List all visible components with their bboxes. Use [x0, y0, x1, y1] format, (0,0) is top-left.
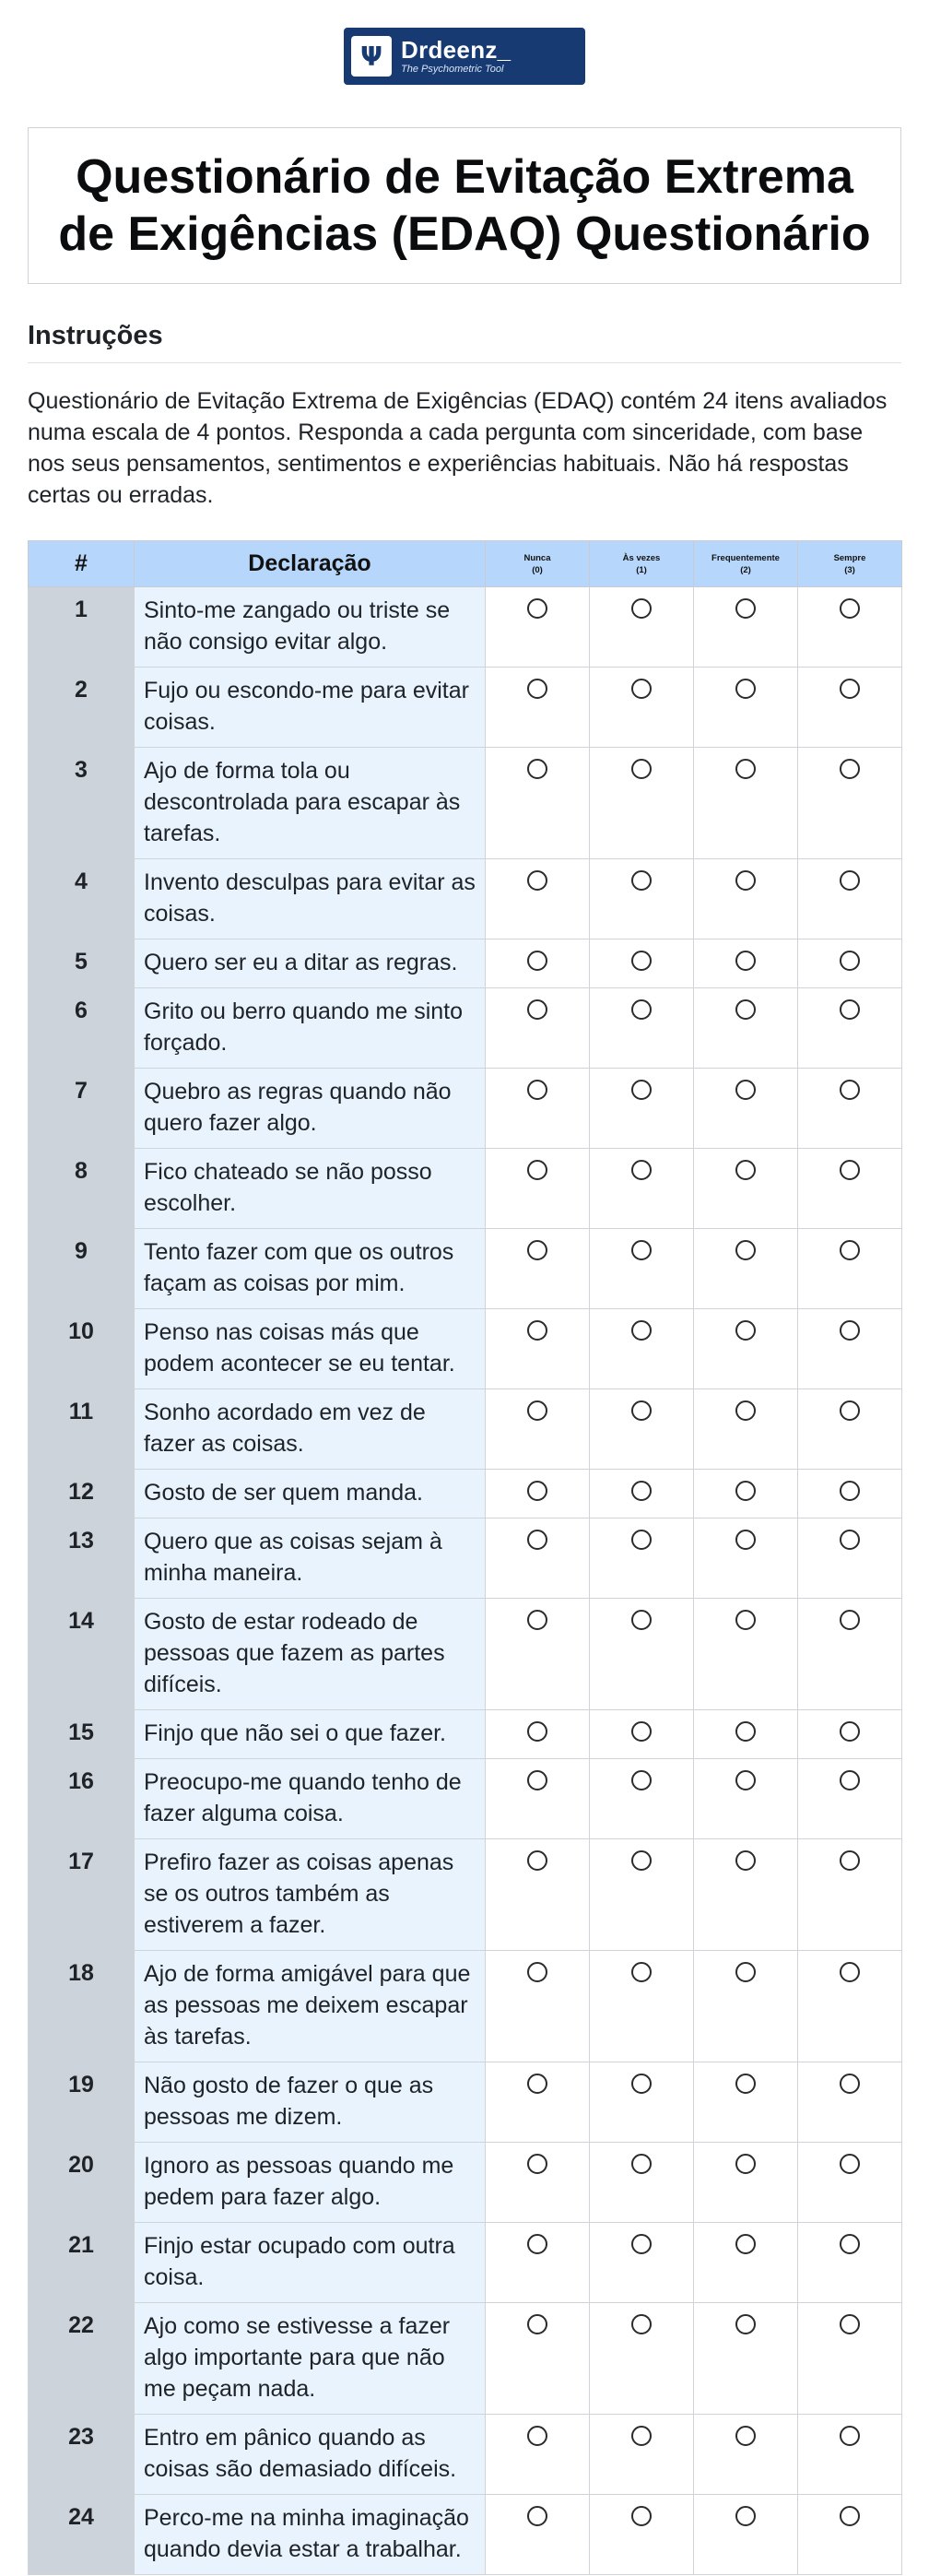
table-body — [29, 587, 902, 2575]
answer-cell — [590, 1710, 694, 1759]
radio-option-2[interactable] — [735, 1400, 756, 1421]
answer-cell — [798, 2062, 902, 2143]
radio-option-3[interactable] — [840, 1721, 860, 1742]
answer-cell — [590, 668, 694, 748]
answer-cell — [590, 2415, 694, 2495]
answer-cell — [590, 2495, 694, 2575]
answer-cell — [694, 2143, 798, 2223]
item-statement: Ignoro as pessoas quando me pedem para fazer algo. — [135, 2143, 486, 2223]
answer-cell — [590, 988, 694, 1069]
radio-option-0[interactable] — [527, 999, 547, 1020]
table-row — [29, 748, 902, 859]
radio-option-3[interactable] — [840, 2506, 860, 2526]
table-row — [29, 2223, 902, 2303]
answer-cell — [798, 2303, 902, 2415]
answer-cell — [694, 1229, 798, 1309]
radio-option-2[interactable] — [735, 1770, 756, 1790]
radio-option-3[interactable] — [840, 1610, 860, 1630]
radio-option-3[interactable] — [840, 679, 860, 699]
table-header-row — [29, 541, 902, 587]
answer-cell — [694, 748, 798, 859]
answer-cell — [694, 2303, 798, 2415]
table-row — [29, 2303, 902, 2415]
logo-area — [28, 0, 901, 90]
answer-cell — [798, 939, 902, 988]
answer-cell — [590, 2062, 694, 2143]
answer-cell — [798, 1069, 902, 1149]
item-statement: Finjo estar ocupado com outra coisa. — [135, 2223, 486, 2303]
answer-cell — [694, 1599, 798, 1710]
header-statement: Declaração — [135, 541, 486, 587]
instructions-text: Questionário de Evitação Extrema de Exigências (EDAQ) contém 24 itens avaliados numa escala de 4 pontos. Responda a cada pergunta com sinceridade, com base nos seus pensamentos, sentimentos e experiências habituais. Não há respostas certas ou erradas. — [28, 388, 888, 508]
answer-cell — [486, 1839, 590, 1951]
radio-option-0[interactable] — [527, 2074, 547, 2094]
radio-option-3[interactable] — [840, 2426, 860, 2446]
table-row — [29, 1710, 902, 1759]
answer-cell — [694, 1309, 798, 1389]
radio-option-1[interactable] — [631, 951, 652, 971]
radio-option-3[interactable] — [840, 951, 860, 971]
item-number: 18 — [29, 1951, 135, 2062]
answer-cell — [590, 1069, 694, 1149]
table-row — [29, 2495, 902, 2575]
answer-cell — [486, 939, 590, 988]
radio-option-1[interactable] — [631, 759, 652, 779]
item-number: 16 — [29, 1759, 135, 1839]
radio-option-1[interactable] — [631, 870, 652, 891]
option-label: Frequentemente — [711, 552, 780, 563]
item-number: 19 — [29, 2062, 135, 2143]
item-number: 10 — [29, 1309, 135, 1389]
answer-cell — [486, 1759, 590, 1839]
radio-option-2[interactable] — [735, 1160, 756, 1180]
radio-option-2[interactable] — [735, 1530, 756, 1550]
answer-cell — [694, 2062, 798, 2143]
option-score: (3) — [844, 564, 855, 575]
answer-cell — [694, 668, 798, 748]
radio-option-0[interactable] — [527, 759, 547, 779]
radio-option-1[interactable] — [631, 679, 652, 699]
radio-option-0[interactable] — [527, 1962, 547, 1982]
answer-cell — [486, 1309, 590, 1389]
item-number: 5 — [29, 939, 135, 988]
answer-cell — [798, 1149, 902, 1229]
radio-option-0[interactable] — [527, 1481, 547, 1501]
table-row — [29, 2415, 902, 2495]
answer-cell — [798, 1710, 902, 1759]
answer-cell — [798, 1759, 902, 1839]
answer-cell — [486, 1710, 590, 1759]
radio-option-2[interactable] — [735, 679, 756, 699]
answer-cell — [486, 1389, 590, 1470]
answer-cell — [590, 1518, 694, 1599]
answer-cell — [590, 1229, 694, 1309]
answer-cell — [486, 587, 590, 668]
table-row — [29, 1229, 902, 1309]
answer-cell — [694, 1518, 798, 1599]
radio-option-1[interactable] — [631, 598, 652, 619]
answer-cell — [694, 988, 798, 1069]
answer-cell — [590, 1149, 694, 1229]
answer-cell — [694, 1470, 798, 1518]
radio-option-3[interactable] — [840, 1080, 860, 1100]
item-statement: Gosto de estar rodeado de pessoas que fazem as partes difíceis. — [135, 1599, 486, 1710]
option-score: (2) — [740, 564, 751, 575]
radio-option-2[interactable] — [735, 951, 756, 971]
item-statement: Fujo ou escondo-me para evitar coisas. — [135, 668, 486, 748]
radio-option-3[interactable] — [840, 1962, 860, 1982]
radio-option-3[interactable] — [840, 1320, 860, 1341]
answer-cell — [798, 668, 902, 748]
answer-cell — [694, 1759, 798, 1839]
header-option-0 — [486, 541, 590, 587]
answer-cell — [798, 1599, 902, 1710]
item-number: 7 — [29, 1069, 135, 1149]
item-statement: Invento desculpas para evitar as coisas. — [135, 859, 486, 939]
radio-option-3[interactable] — [840, 2234, 860, 2254]
item-number: 9 — [29, 1229, 135, 1309]
answer-cell — [798, 587, 902, 668]
radio-option-2[interactable] — [735, 1240, 756, 1260]
radio-option-1[interactable] — [631, 1320, 652, 1341]
radio-option-2[interactable] — [735, 870, 756, 891]
radio-option-0[interactable] — [527, 2314, 547, 2334]
answer-cell — [694, 1710, 798, 1759]
answer-cell — [486, 2303, 590, 2415]
answer-cell — [694, 1149, 798, 1229]
answer-cell — [798, 988, 902, 1069]
answer-cell — [590, 1470, 694, 1518]
item-number: 17 — [29, 1839, 135, 1951]
radio-option-1[interactable] — [631, 1080, 652, 1100]
radio-option-0[interactable] — [527, 2426, 547, 2446]
answer-cell — [694, 1951, 798, 2062]
item-number: 1 — [29, 587, 135, 668]
radio-option-2[interactable] — [735, 1850, 756, 1871]
item-number: 2 — [29, 668, 135, 748]
radio-option-0[interactable] — [527, 1850, 547, 1871]
option-label: Nunca — [523, 552, 551, 563]
item-statement: Sinto-me zangado ou triste se não consigo evitar algo. — [135, 587, 486, 668]
item-statement: Gosto de ser quem manda. — [135, 1470, 486, 1518]
radio-option-0[interactable] — [527, 1240, 547, 1260]
answer-cell — [798, 748, 902, 859]
answer-cell — [798, 859, 902, 939]
table-row — [29, 2062, 902, 2143]
option-score: (1) — [636, 564, 647, 575]
item-statement: Prefiro fazer as coisas apenas se os outros também as estiverem a fazer. — [135, 1839, 486, 1951]
item-number: 12 — [29, 1470, 135, 1518]
option-label: Às vezes — [622, 552, 661, 563]
answer-cell — [694, 1069, 798, 1149]
answer-cell — [486, 2495, 590, 2575]
table-row — [29, 1389, 902, 1470]
logo-name: Drdeenz_ — [401, 36, 512, 64]
table-row — [29, 1309, 902, 1389]
item-number: 23 — [29, 2415, 135, 2495]
item-number: 13 — [29, 1518, 135, 1599]
table-row — [29, 1149, 902, 1229]
radio-option-0[interactable] — [527, 1400, 547, 1421]
item-number: 20 — [29, 2143, 135, 2223]
radio-option-1[interactable] — [631, 1530, 652, 1550]
table-row — [29, 939, 902, 988]
radio-option-1[interactable] — [631, 1850, 652, 1871]
answer-cell — [798, 1309, 902, 1389]
page-title: Questionário de Evitação Extrema de Exigências (EDAQ) Questionário — [58, 150, 871, 261]
instructions-heading: Instruções — [28, 321, 901, 363]
radio-option-3[interactable] — [840, 1400, 860, 1421]
answer-cell — [694, 2415, 798, 2495]
radio-option-0[interactable] — [527, 1320, 547, 1341]
item-statement: Sonho acordado em vez de fazer as coisas. — [135, 1389, 486, 1470]
radio-option-3[interactable] — [840, 759, 860, 779]
item-number: 15 — [29, 1710, 135, 1759]
answer-cell — [694, 1839, 798, 1951]
option-label: Sempre — [833, 552, 866, 563]
radio-option-1[interactable] — [631, 1481, 652, 1501]
item-number: 22 — [29, 2303, 135, 2415]
answer-cell — [486, 1149, 590, 1229]
radio-option-2[interactable] — [735, 2154, 756, 2174]
radio-option-2[interactable] — [735, 2426, 756, 2446]
answer-cell — [798, 2415, 902, 2495]
answer-cell — [798, 1951, 902, 2062]
answer-cell — [486, 1229, 590, 1309]
radio-option-3[interactable] — [840, 1481, 860, 1501]
radio-option-3[interactable] — [840, 598, 860, 619]
answer-cell — [486, 1069, 590, 1149]
radio-option-2[interactable] — [735, 1080, 756, 1100]
radio-option-1[interactable] — [631, 1400, 652, 1421]
item-statement: Perco-me na minha imaginação quando devia estar a trabalhar. — [135, 2495, 486, 2575]
radio-option-2[interactable] — [735, 2506, 756, 2526]
answer-cell — [486, 2143, 590, 2223]
answer-cell — [590, 1839, 694, 1951]
table-row — [29, 859, 902, 939]
radio-option-3[interactable] — [840, 1240, 860, 1260]
table-row — [29, 2143, 902, 2223]
header-option-3 — [798, 541, 902, 587]
table-row — [29, 587, 902, 668]
item-statement: Preocupo-me quando tenho de fazer alguma coisa. — [135, 1759, 486, 1839]
answer-cell — [486, 2415, 590, 2495]
answer-cell — [798, 1518, 902, 1599]
radio-option-3[interactable] — [840, 2074, 860, 2094]
item-statement: Quero que as coisas sejam à minha maneira. — [135, 1518, 486, 1599]
answer-cell — [486, 2223, 590, 2303]
radio-option-3[interactable] — [840, 1160, 860, 1180]
radio-option-2[interactable] — [735, 2074, 756, 2094]
item-statement: Quebro as regras quando não quero fazer algo. — [135, 1069, 486, 1149]
questionnaire-table — [28, 540, 902, 2575]
answer-cell — [486, 668, 590, 748]
table-row — [29, 1470, 902, 1518]
radio-option-0[interactable] — [527, 679, 547, 699]
answer-cell — [590, 939, 694, 988]
radio-option-0[interactable] — [527, 2234, 547, 2254]
radio-option-3[interactable] — [840, 1850, 860, 1871]
table-row — [29, 1759, 902, 1839]
table-row — [29, 988, 902, 1069]
radio-option-1[interactable] — [631, 2074, 652, 2094]
radio-option-3[interactable] — [840, 999, 860, 1020]
answer-cell — [486, 859, 590, 939]
item-number: 11 — [29, 1389, 135, 1470]
item-number: 21 — [29, 2223, 135, 2303]
answer-cell — [694, 587, 798, 668]
psi-logo-icon: Ψ — [351, 36, 392, 77]
radio-option-1[interactable] — [631, 1160, 652, 1180]
answer-cell — [798, 1470, 902, 1518]
answer-cell — [694, 939, 798, 988]
radio-option-1[interactable] — [631, 2426, 652, 2446]
item-statement: Grito ou berro quando me sinto forçado. — [135, 988, 486, 1069]
answer-cell — [590, 587, 694, 668]
answer-cell — [798, 2223, 902, 2303]
radio-option-0[interactable] — [527, 2154, 547, 2174]
radio-option-0[interactable] — [527, 1160, 547, 1180]
logo-text — [401, 37, 511, 76]
radio-option-0[interactable] — [527, 1080, 547, 1100]
radio-option-2[interactable] — [735, 1962, 756, 1982]
item-number: 24 — [29, 2495, 135, 2575]
radio-option-0[interactable] — [527, 1770, 547, 1790]
item-statement: Ajo como se estivesse a fazer algo importante para que não me peçam nada. — [135, 2303, 486, 2415]
title-box — [28, 127, 901, 284]
radio-option-1[interactable] — [631, 1770, 652, 1790]
item-number: 14 — [29, 1599, 135, 1710]
table-row — [29, 1518, 902, 1599]
radio-option-0[interactable] — [527, 598, 547, 619]
header-option-2 — [694, 541, 798, 587]
radio-option-1[interactable] — [631, 2234, 652, 2254]
answer-cell — [798, 1839, 902, 1951]
item-number: 8 — [29, 1149, 135, 1229]
radio-option-2[interactable] — [735, 1721, 756, 1742]
answer-cell — [486, 988, 590, 1069]
item-number: 6 — [29, 988, 135, 1069]
answer-cell — [590, 2143, 694, 2223]
answer-cell — [590, 1759, 694, 1839]
radio-option-1[interactable] — [631, 1721, 652, 1742]
answer-cell — [486, 1951, 590, 2062]
logo-tagline: The Psychometric Tool — [401, 64, 504, 75]
answer-cell — [590, 748, 694, 859]
radio-option-1[interactable] — [631, 1962, 652, 1982]
answer-cell — [486, 748, 590, 859]
item-statement: Ajo de forma tola ou descontrolada para escapar às tarefas. — [135, 748, 486, 859]
item-number: 3 — [29, 748, 135, 859]
answer-cell — [590, 1309, 694, 1389]
radio-option-2[interactable] — [735, 1610, 756, 1630]
radio-option-2[interactable] — [735, 1481, 756, 1501]
radio-option-1[interactable] — [631, 2506, 652, 2526]
radio-option-1[interactable] — [631, 1610, 652, 1630]
answer-cell — [694, 2223, 798, 2303]
option-score: (0) — [532, 564, 543, 575]
radio-option-2[interactable] — [735, 2314, 756, 2334]
answer-cell — [590, 1951, 694, 2062]
radio-option-3[interactable] — [840, 2314, 860, 2334]
radio-option-1[interactable] — [631, 2314, 652, 2334]
radio-option-1[interactable] — [631, 999, 652, 1020]
item-statement: Tento fazer com que os outros façam as coisas por mim. — [135, 1229, 486, 1309]
answer-cell — [694, 1389, 798, 1470]
answer-cell — [486, 2062, 590, 2143]
answer-cell — [694, 2495, 798, 2575]
item-statement: Penso nas coisas más que podem acontecer se eu tentar. — [135, 1309, 486, 1389]
table-row — [29, 1069, 902, 1149]
radio-option-2[interactable] — [735, 999, 756, 1020]
radio-option-3[interactable] — [840, 870, 860, 891]
radio-option-3[interactable] — [840, 1530, 860, 1550]
answer-cell — [590, 1599, 694, 1710]
answer-cell — [590, 2303, 694, 2415]
radio-option-0[interactable] — [527, 1610, 547, 1630]
answer-cell — [798, 1389, 902, 1470]
answer-cell — [798, 2495, 902, 2575]
item-number: 4 — [29, 859, 135, 939]
radio-option-2[interactable] — [735, 759, 756, 779]
table-row — [29, 1839, 902, 1951]
radio-option-2[interactable] — [735, 598, 756, 619]
radio-option-3[interactable] — [840, 1770, 860, 1790]
radio-option-1[interactable] — [631, 1240, 652, 1260]
radio-option-0[interactable] — [527, 1721, 547, 1742]
radio-option-2[interactable] — [735, 1320, 756, 1341]
logo — [344, 28, 585, 85]
header-number: # — [29, 541, 135, 587]
item-statement: Quero ser eu a ditar as regras. — [135, 939, 486, 988]
answer-cell — [590, 859, 694, 939]
header-option-1 — [590, 541, 694, 587]
answer-cell — [486, 1470, 590, 1518]
radio-option-1[interactable] — [631, 2154, 652, 2174]
item-statement: Entro em pânico quando as coisas são demasiado difíceis. — [135, 2415, 486, 2495]
answer-cell — [694, 859, 798, 939]
table-row — [29, 1951, 902, 2062]
table-row — [29, 668, 902, 748]
item-statement: Não gosto de fazer o que as pessoas me dizem. — [135, 2062, 486, 2143]
answer-cell — [590, 1389, 694, 1470]
answer-cell — [798, 1229, 902, 1309]
radio-option-0[interactable] — [527, 951, 547, 971]
answer-cell — [590, 2223, 694, 2303]
answer-cell — [486, 1599, 590, 1710]
answer-cell — [798, 2143, 902, 2223]
item-statement: Ajo de forma amigável para que as pessoas me deixem escapar às tarefas. — [135, 1951, 486, 2062]
table-row — [29, 1599, 902, 1710]
radio-option-3[interactable] — [840, 2154, 860, 2174]
radio-option-0[interactable] — [527, 2506, 547, 2526]
radio-option-2[interactable] — [735, 2234, 756, 2254]
item-statement: Fico chateado se não posso escolher. — [135, 1149, 486, 1229]
radio-option-0[interactable] — [527, 870, 547, 891]
answer-cell — [486, 1518, 590, 1599]
item-statement: Finjo que não sei o que fazer. — [135, 1710, 486, 1759]
radio-option-0[interactable] — [527, 1530, 547, 1550]
